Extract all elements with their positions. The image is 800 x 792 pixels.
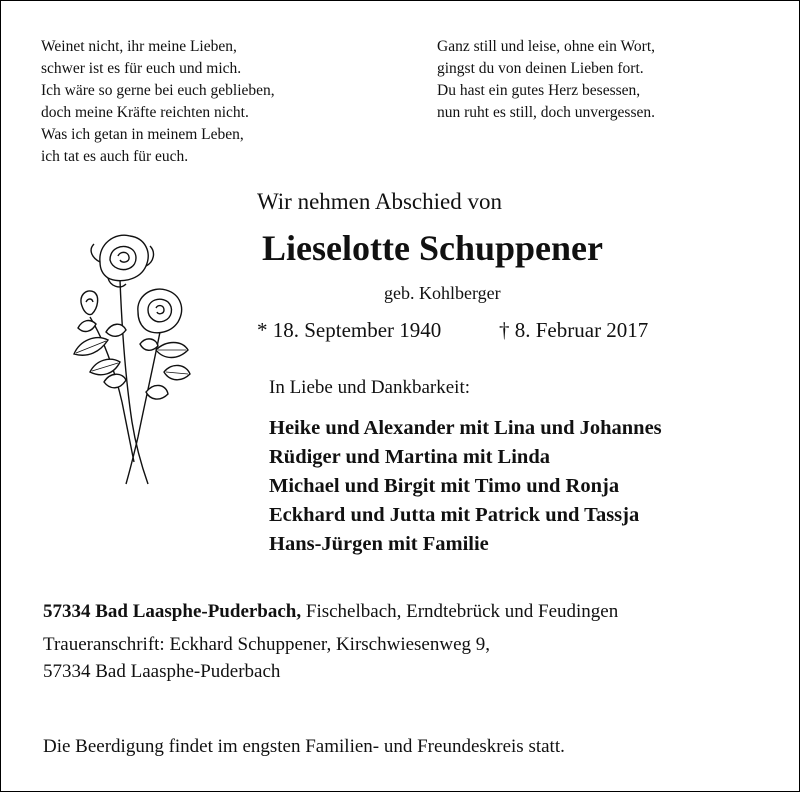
poem-line: gingst du von deinen Lieben fort. xyxy=(437,60,644,77)
location-rest: Fischelbach, Erndtebrück und Feudingen xyxy=(301,601,619,622)
poem-line: Ich wäre so gerne bei euch geblieben, xyxy=(41,82,275,99)
death-date: † 8. Februar 2017 xyxy=(499,318,649,342)
family-line: Rüdiger und Martina mit Linda xyxy=(269,446,550,468)
family-line: Hans-Jürgen mit Familie xyxy=(269,533,489,555)
poem-line: doch meine Kräfte reichten nicht. xyxy=(41,104,249,121)
farewell-intro: Wir nehmen Abschied von xyxy=(257,189,502,214)
location-line xyxy=(43,601,618,623)
poem-line: schwer ist es für euch und mich. xyxy=(41,60,242,77)
family-line: Eckhard und Jutta mit Patrick und Tassja xyxy=(269,504,640,526)
poem-left xyxy=(41,36,275,168)
birth-date: * 18. September 1940 xyxy=(257,318,442,342)
family-line: Heike und Alexander mit Lina und Johannes xyxy=(269,417,662,439)
poem-line: Ganz still und leise, ohne ein Wort, xyxy=(437,38,656,55)
family-list xyxy=(269,414,662,559)
birth-name: geb. Kohlberger xyxy=(384,283,501,303)
mourning-address-line1: Traueranschrift: Eckhard Schuppener, Kirschwiesenweg 9, xyxy=(43,634,491,655)
family-line: Michael und Birgit mit Timo und Ronja xyxy=(269,475,620,497)
poem-right xyxy=(437,36,655,124)
rose-icon xyxy=(60,222,200,490)
funeral-note: Die Beerdigung findet im engsten Familien- und Freundeskreis statt. xyxy=(43,736,565,757)
deceased-name: Lieselotte Schuppener xyxy=(262,228,603,268)
mourning-address-line2: 57334 Bad Laasphe-Puderbach xyxy=(43,661,281,682)
poem-line: Was ich getan in meinem Leben, xyxy=(41,126,244,143)
thanks-heading: In Liebe und Dankbarkeit: xyxy=(269,377,471,398)
poem-line: Weinet nicht, ihr meine Lieben, xyxy=(41,38,237,55)
poem-line: ich tat es auch für euch. xyxy=(41,148,189,165)
poem-line: nun ruht es still, doch unvergessen. xyxy=(437,104,655,121)
poem-line: Du hast ein gutes Herz besessen, xyxy=(437,82,641,99)
location-main: 57334 Bad Laasphe-Puderbach, xyxy=(43,601,302,622)
